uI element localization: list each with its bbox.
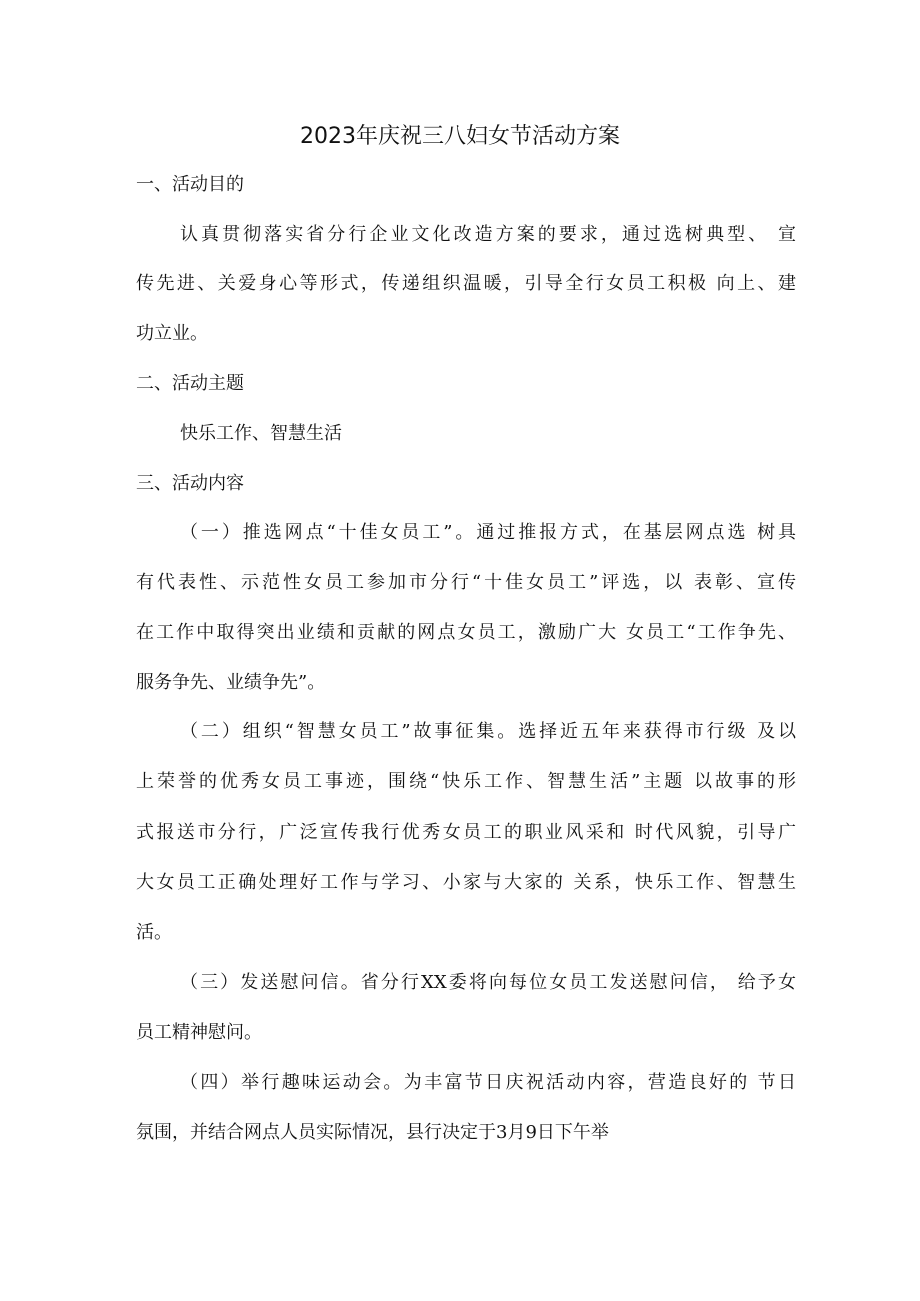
- paragraph-line: 传先进、关爱身心等形式，传递组织温暖，引导全行女员工积极 向上、建: [136, 273, 796, 294]
- paragraph-line: （一）推选网点“十佳女员工”。通过推报方式，在基层网点选 树具: [180, 522, 796, 543]
- paragraph-line: 员工精神慰问。: [136, 1022, 262, 1043]
- paragraph-line: 功立业。: [136, 323, 208, 344]
- paragraph-line: （四）举行趣味运动会。为丰富节日庆祝活动内容，营造良好的 节日: [180, 1072, 796, 1093]
- paragraph-line: 大女员工正确处理好工作与学习、小家与大家的 关系，快乐工作、智慧生: [136, 872, 796, 893]
- paragraph-line: 在工作中取得突出业绩和贡献的网点女员工，激励广大 女员工“工作争先、: [136, 622, 796, 643]
- section-heading-theme: 二、活动主题: [136, 373, 244, 394]
- paragraph-line: 式报送市分行，广泛宣传我行优秀女员工的职业风采和 时代风貌，引导广: [136, 822, 796, 843]
- paragraph-line: 服务争先、业绩争先”。: [136, 672, 326, 693]
- paragraph-line: 认真贯彻落实省分行企业文化改造方案的要求，通过选树典型、 宣: [180, 224, 796, 245]
- section-heading-content: 三、活动内容: [136, 473, 244, 494]
- document-title: 2023年庆祝三八妇女节活动方案: [300, 124, 620, 149]
- paragraph-line: 活。: [136, 922, 172, 943]
- paragraph-line: 上荣誉的优秀女员工事迹，围绕“快乐工作、智慧生活”主题 以故事的形: [136, 771, 796, 792]
- paragraph-line: 快乐工作、智慧生活: [180, 423, 342, 444]
- paragraph-line: 有代表性、示范性女员工参加市分行“十佳女员工”评选，以 表彰、宣传: [136, 572, 796, 593]
- paragraph-line: 氛围，并结合网点人员实际情况，县行决定于3月9日下午举: [136, 1122, 609, 1143]
- section-heading-purpose: 一、活动目的: [136, 174, 244, 195]
- paragraph-line: （三）发送慰问信。省分行XX委将向每位女员工发送慰问信， 给予女: [180, 972, 796, 993]
- paragraph-line: （二）组织“智慧女员工”故事征集。选择近五年来获得市行级 及以: [180, 721, 796, 742]
